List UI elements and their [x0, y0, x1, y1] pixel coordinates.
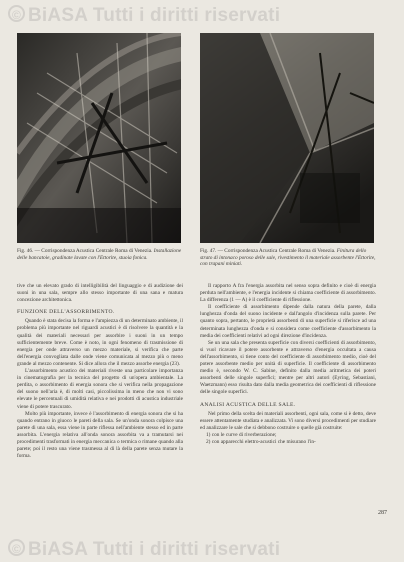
- figure-label: Fig. 47. —: [200, 248, 225, 254]
- figure-title: Corrispondenza Acustica Centrale Roma di Venezia.: [41, 248, 153, 254]
- list-item: 2) con apparecchi elettro-acustici che misurano l'in-: [206, 438, 316, 445]
- text-column-left: [17, 283, 183, 460]
- photo-left-image: [17, 33, 181, 243]
- figure-caption-text: Installazione delle bancatoie, gradinate lavate con l'Ettorite, stuoia fonica.: [17, 248, 182, 261]
- paragraph: tive che un elevato grado di intelligibilità del linguaggio e di audizione dei suoni in una sala, sempre allo stesso importante di una sana e matura concezione architettonica.: [17, 283, 183, 304]
- list-item: 1) con le curve di riverberazione;: [206, 431, 277, 438]
- figure-caption-right: [200, 248, 376, 268]
- photo-left: [17, 33, 181, 243]
- numbered-list: [200, 432, 376, 446]
- copyright-icon: ©: [8, 539, 25, 556]
- watermark-text: BiASA Tutti i diritti riservati: [28, 539, 281, 560]
- paragraph: Il rapporto A fra l'energia assorbita nel senso sopra definito e cioè di energia perduta nell'ambiente, e l'energia incidente si chiama coefficiente di assorbimento. La differenza (1 — A) è il coefficiente di riflessione.: [200, 283, 376, 304]
- watermark-bottom: [8, 539, 280, 561]
- paragraph: Nel primo della scelta dei materiali assorbenti, ogni sala, come si è detto, deve essere attentamente studiata e analizzata. Vi sono diversi procedimenti per studiare ed analizzare le sale che si debbono costruire o quelle già costruite:: [200, 410, 376, 431]
- figure-caption-left: [17, 248, 183, 261]
- figure-caption-text: Finitura dello strato di intonaco poroso delle sale, rivestimento il materiale assorbente l'Ettorite, con trapani miniati.: [200, 248, 376, 268]
- section-heading: ANALISI ACUSTICA DELLE SALE.: [200, 401, 296, 408]
- text-column-right: [200, 283, 376, 446]
- paragraph: Molto più importante, invece è l'assorbimento di energia sonora che si ha quando entrano in giuoco le pareti della sala. Se un'onda sonora colpisce una parete di una sala, essa viene in parte riflessa nell'ambiente stesso ed in parte assorbita. L'energia relativa all'onda sonora assorbita va a tramutarsi nei procedimenti trasformati in energia meccanica o termica o rimane quando alla parete; poi il resto una viene trasmessa al di là della parete senza mutare la forma.: [17, 410, 183, 460]
- paragraph: Il coefficiente di assorbimento dipende dalla natura della parete, dalla lunghezza d'onda del suono incidente e dall'angolo d'incidenza sulla parete. Per quanto sopra, pertanto, le proprietà assorbenti di una superficie si riferisce ad una determinata lunghezza d'onda e si considera come coefficiente d'assorbimento la media dei coefficienti relativi ad ogni direzione d'incidenza.: [200, 304, 376, 339]
- paragraph: L'assorbimento acustico dei materiali riveste una particolare importanza in cinematografia per la tecnica del progetto di un'opera ambientale. La perdita, o assorbimento di energia sonora che si verifica nella propagazione del suono nell'aria è, di molti casi, piccolissima in meno che non vi sono elevate le percentuali di umidità relativa e nei prodotti di acustica industriale viene di potere trascurato.: [17, 368, 183, 410]
- watermark-top: [8, 5, 280, 27]
- section-heading: FUNZIONE DELL'ASSORBIMENTO.: [17, 309, 115, 316]
- figure-label: Fig. 46. —: [17, 248, 42, 254]
- figure-title: Corrispondenza Acustica Centrale Roma di Venezia.: [224, 248, 336, 254]
- paragraph: Quando è stata decisa la forma e l'ampiezza di un determinato ambiente, il problema più importante nel riguardi acustici è di risolvere la quantità e la qualità dei materiali necessari per assorbire i suoni in un tempo sufficientemente breve. Come è noto, in ogni fenomeno di trasmissione di energia per onde attraverso un mezzo materiale, si verifica che parte dell'energia convogliata dalle onde viene comunicata al mezzo più o meno grande al mezzo contenente. Si dice allora che il mezzo assorbe energia (23).: [17, 318, 183, 367]
- photo-right-image: [200, 33, 374, 243]
- watermark-text: BiASA Tutti i diritti riservati: [28, 5, 281, 26]
- paragraph: Se un una sala che presenta superficie con diversi coefficienti di assorbimento, si vuol ricavare il potere assorbente e attraverso d'energia occultata a causa dell'assorbimento, si tiene conto del coefficiente di assorbimento medio, cioè del potere assorbente medio per unità di superficie. Il coefficiente di assorbimento medio è, secondo W. C. Sabine, definito dalla media aritmetica dei poteri assorbenti delle singole superfici; mentre per altri autori (Eyring, Sebastiani, Waetzmann) esso risulta dato dalla media geometrica dei coefficienti di riflessione delle singole superfici.: [200, 339, 376, 396]
- copyright-icon: ©: [8, 5, 25, 22]
- photo-right: [200, 33, 374, 243]
- page-number: 287: [378, 510, 387, 516]
